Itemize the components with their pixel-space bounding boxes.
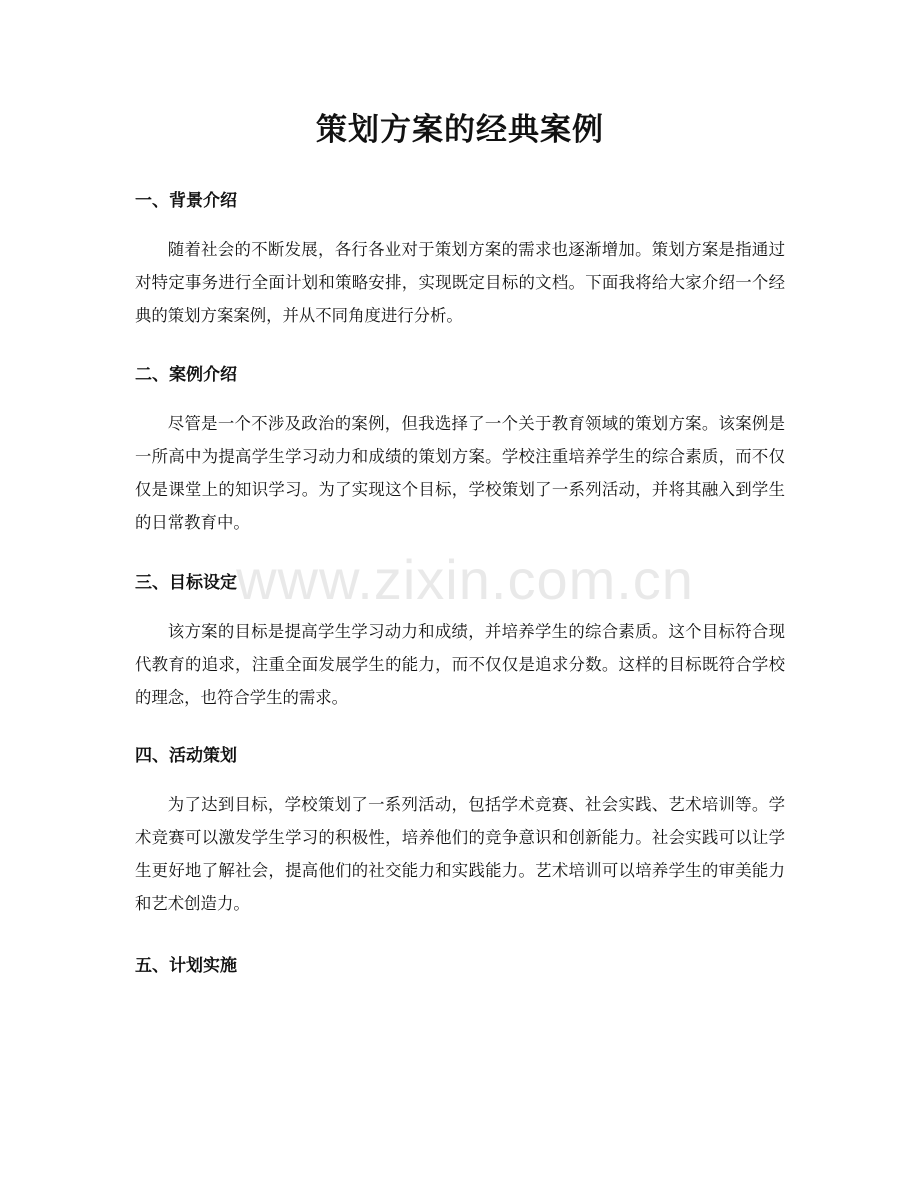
section-goal-setting xyxy=(135,571,785,714)
section-paragraph: 随着社会的不断发展，各行各业对于策划方案的需求也逐渐增加。策划方案是指通过对特定事务进行全面计划和策略安排，实现既定目标的文档。下面我将给大家介绍一个经典的策划方案案例，并从不同角度进行分析。 xyxy=(135,240,785,325)
section-paragraph: 尽管是一个不涉及政治的案例，但我选择了一个关于教育领域的策划方案。该案例是一所高中为提高学生学习动力和成绩的策划方案。学校注重培养学生的综合素质，而不仅仅是课堂上的知识学习。为了实现这个目标，学校策划了一系列活动，并将其融入到学生的日常教育中。 xyxy=(135,414,785,532)
section-heading: 四、活动策划 xyxy=(135,746,237,766)
section-heading: 二、案例介绍 xyxy=(135,365,237,385)
section-paragraph: 该方案的目标是提高学生学习动力和成绩，并培养学生的综合素质。这个目标符合现代教育的追求，注重全面发展学生的能力，而不仅仅是追求分数。这样的目标既符合学校的理念，也符合学生的需求。 xyxy=(135,622,785,707)
document-title: 策划方案的经典案例 xyxy=(316,112,604,148)
section-heading: 三、目标设定 xyxy=(135,573,237,593)
section-activity-planning xyxy=(135,744,785,920)
section-paragraph: 为了达到目标，学校策划了一系列活动，包括学术竞赛、社会实践、艺术培训等。学术竞赛可以激发学生学习的积极性，培养他们的竞争意识和创新能力。社会实践可以让学生更好地了解社会，提高他们的社交能力和实践能力。艺术培训可以培养学生的审美能力和艺术创造力。 xyxy=(135,795,785,913)
section-case-intro xyxy=(135,363,785,539)
section-heading: 五、计划实施 xyxy=(135,956,237,976)
section-heading: 一、背景介绍 xyxy=(135,191,237,211)
watermark: www.zixin.com.cn xyxy=(236,548,694,611)
section-plan-implementation xyxy=(135,954,785,978)
section-background xyxy=(135,189,785,332)
